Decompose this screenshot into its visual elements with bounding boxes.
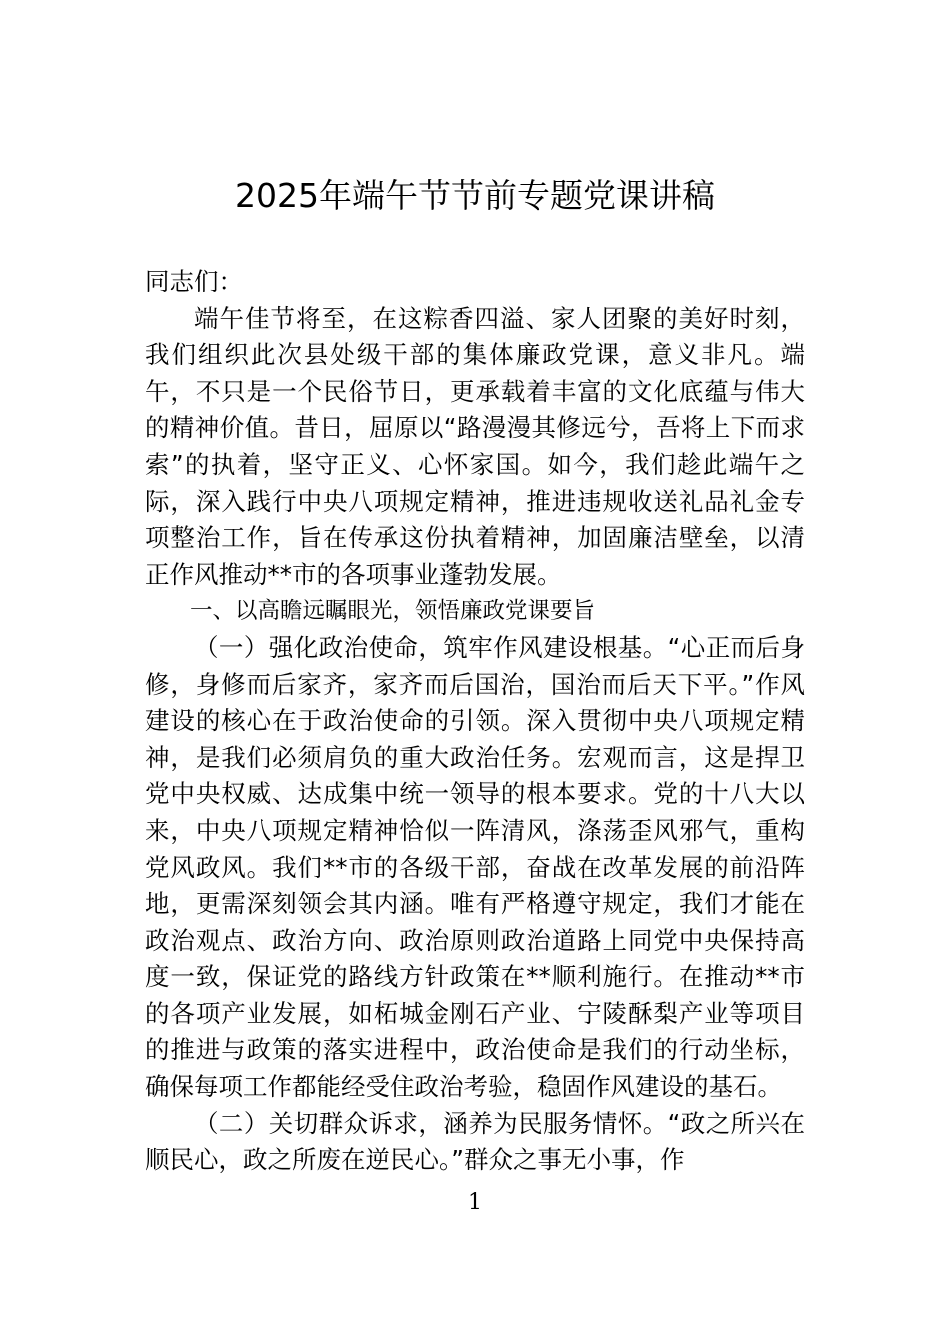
document-title: 2025年端午节节前专题党课讲稿 [235,176,715,215]
paragraph-intro: 端午佳节将至，在这粽香四溢、家人团聚的美好时刻，我们组织此次县处级干部的集体廉政党课，意义非凡。端午，不只是一个民俗节日，更承载着丰富的文化底蕴与伟大的精神价值。昔日，屈原以“路漫漫其修远兮，吾将上下而求索”的执着，坚守正义、心怀家国。如今，我们趁此端午之际，深入践行中央八项规定精神，推进违规收送礼品礼金专项整治工作，旨在传承这份执着精神，加固廉洁壁垒，以清正作风推动**市的各项事业蓬勃发展。 [145,303,805,589]
salutation: 同志们： [145,267,243,296]
document-body [145,264,805,1179]
paragraph-subsection-1: （一）强化政治使命，筑牢作风建设根基。“心正而后身修，身修而后家齐，家齐而后国治，国治而后天下平。”作风建设的核心在于政治使命的引领。深入贯彻中央八项规定精神，是我们必须肩负的重大政治任务。宏观而言，这是捍卫党中央权威、达成集中统一领导的根本要求。党的十八大以来，中央八项规定精神恰似一阵清风，涤荡歪风邪气，重构党风政风。我们**市的各级干部，奋战在改革发展的前沿阵地，更需深刻领会其内涵。唯有严格遵守规定，我们才能在政治观点、政治方向、政治原则政治道路上同党中央保持高度一致，保证党的路线方针政策在**顺利施行。在推动**市的各项产业发展，如柘城金刚石产业、宁陵酥梨产业等项目的推进与政策的落实进程中，政治使命是我们的行动坐标，确保每项工作都能经受住政治考验，稳固作风建设的基石。 [145,632,805,1102]
paragraph-subsection-2: （二）关切群众诉求，涵养为民服务情怀。“政之所兴在顺民心，政之所废在逆民心。”群众之事无小事，作 [145,1108,805,1175]
section-heading-1: 一、以高瞻远瞩眼光，领悟廉政党课要旨 [190,598,596,625]
page-number: 1 [468,1190,482,1215]
